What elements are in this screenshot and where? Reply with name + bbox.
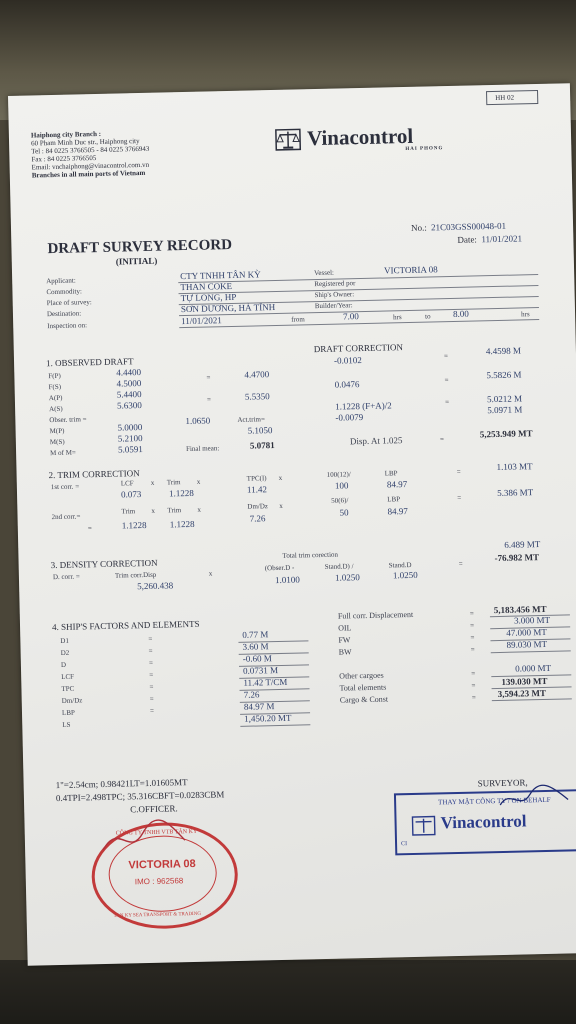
element-value: 3,594.23 MT: [497, 687, 547, 700]
final-mean-label: Final mean:: [185, 444, 220, 454]
first-correction: 1.103 MT: [496, 461, 533, 473]
factor-label: TPC: [61, 684, 75, 693]
draft-label: F(P): [48, 371, 61, 381]
draft-label: A(S): [49, 404, 63, 414]
draft-value: 5.0000: [117, 422, 143, 433]
obser-density: 1.0100: [274, 574, 300, 586]
info-rule: [179, 285, 539, 294]
background-bottom: [0, 960, 576, 1024]
equals: =: [206, 395, 211, 404]
equals: =: [470, 645, 475, 654]
element-value: 47.000 MT: [506, 626, 547, 638]
corrected-draft: 5.0212 M: [486, 393, 523, 405]
record-no: 21C03GSS00048-01: [430, 220, 507, 233]
factor-label: 100(12)/: [326, 470, 351, 479]
element-label: Cargo & Const: [339, 694, 389, 705]
stamp-behalf-text: THAY MẶT CÔNG TY / ON BEHALF: [438, 795, 551, 807]
draft-correction: 1.1228 (F+A)/2: [335, 400, 392, 412]
corrected-draft: 4.4598 M: [485, 345, 522, 357]
form-code: HH 02: [495, 93, 515, 102]
element-label: Full corr. Displacement: [337, 609, 414, 621]
draft-value: 4.4400: [116, 367, 142, 378]
destination: SƠN DƯƠNG, HÀ TĨNH: [180, 301, 276, 315]
factor-label: D: [60, 660, 67, 669]
x-sign: x: [279, 501, 283, 510]
conversion-line: 1"=2.54cm; 0.98421LT=1.01605MT: [55, 777, 188, 791]
equals: =: [206, 373, 211, 382]
branch-line: Haiphong city Branch :: [30, 129, 102, 140]
vessel-label: Vessel:: [314, 268, 335, 278]
branch-line: Branches in all main ports of Vietnam: [31, 168, 146, 180]
c-officer-label: C.OFFICER.: [130, 803, 178, 815]
branch-line: Fax : 84 0225 3766505: [31, 154, 97, 164]
element-value: 3.000 MT: [513, 614, 551, 626]
x-sign: x: [150, 478, 155, 487]
factor-value: 3.60 M: [242, 641, 269, 652]
draft-correction: 0.0476: [334, 379, 360, 390]
branch-line: Tel : 84 0225 3766505 - 84 0225 3766943: [31, 144, 150, 156]
value-rule: [238, 640, 308, 643]
commodity-label: Commodity:: [46, 287, 82, 297]
info-rule: [179, 319, 539, 328]
second-correction: 5.386 MT: [497, 487, 534, 499]
disp-label: Disp. At 1.025: [349, 435, 403, 447]
equals: =: [444, 376, 449, 385]
element-value: 0.000 MT: [515, 662, 552, 674]
inspection-date: 11/01/2021: [181, 315, 222, 327]
factor-value: 0.77 M: [242, 629, 269, 640]
equals: =: [444, 398, 450, 407]
inspection-label: Inspection on:: [47, 321, 88, 331]
draft-label: M(P): [49, 426, 65, 436]
trim-value: 1.1228: [169, 518, 195, 530]
factor-label: D1: [60, 636, 70, 645]
equals: =: [457, 493, 462, 502]
equals: =: [471, 669, 476, 678]
signature-icon: [494, 783, 575, 815]
x-sign: x: [196, 477, 201, 486]
element-label: FW: [338, 635, 351, 645]
record-no-label: No.:: [410, 222, 427, 233]
vinacontrol-logo: [273, 119, 474, 158]
draft-label: F(S): [48, 382, 62, 392]
draft-label: Obser. trim =: [49, 415, 87, 425]
vessel: VICTORIA 08: [383, 264, 438, 276]
factor-value: 11.42 T/CM: [243, 676, 288, 688]
factor-value: 7.26: [243, 689, 260, 700]
x-sign: x: [278, 473, 283, 482]
factor-value: 100: [334, 480, 349, 491]
place: TỰ LONG, HP: [180, 291, 237, 304]
logo-sub: HAI PHONG: [405, 146, 444, 152]
x-sign: x: [151, 506, 156, 515]
element-value: 139.030 MT: [501, 675, 548, 687]
section-title: 3. DENSITY CORRECTION: [50, 557, 158, 571]
density-corr-label: D. corr. =: [52, 572, 80, 582]
trim-disp-value: 5,260.438: [137, 580, 174, 592]
stand-label: Stand.D) /: [324, 562, 354, 571]
equals: =: [456, 467, 461, 476]
place-label: Place of survey:: [46, 298, 92, 308]
factor-label: D2: [60, 648, 70, 657]
value-rule: [240, 724, 310, 727]
form-code-box: [486, 90, 538, 105]
to-time: 8.00: [452, 308, 469, 319]
draft-value: 5.4400: [116, 389, 142, 400]
equals: =: [470, 621, 475, 630]
equals: =: [149, 670, 154, 679]
registered-label: Registered por: [314, 279, 356, 289]
lcf-label: LCF: [120, 479, 134, 488]
hrs-label: hrs: [393, 313, 402, 322]
equals: =: [471, 693, 476, 702]
value-rule: [491, 650, 571, 653]
draft-label: M(S): [49, 437, 65, 447]
draft-correction-title: DRAFT CORRECTION: [313, 342, 404, 355]
corrected-draft: 5.5826 M: [486, 369, 522, 381]
value-rule: [239, 652, 309, 655]
draft-correction: -0.0079: [335, 412, 364, 423]
surveyor-label: SURVEYOR,: [477, 777, 528, 789]
trim-value: 1.1228: [168, 487, 194, 499]
document-title: DRAFT SURVEY RECORD: [47, 236, 233, 258]
equals: =: [458, 559, 463, 568]
x-sign: x: [197, 505, 202, 514]
equals: =: [87, 524, 92, 533]
observed-trim: 1.0650: [185, 415, 211, 427]
stamp-brand: Vinacontrol: [440, 811, 527, 833]
total-trim-label: Total trim corection: [282, 550, 339, 560]
conversion-line: 0.4TPI=2.498TPC; 35.316CBFT=0.0283CBM: [55, 789, 225, 804]
destination-label: Destination:: [46, 309, 82, 319]
element-label: Other cargoes: [339, 670, 384, 681]
stamp-vessel-name: VICTORIA 08: [128, 857, 196, 872]
section-title: 1. OBSERVED DRAFT: [45, 356, 134, 369]
value-rule: [240, 688, 310, 691]
section-title: 2. TRIM CORRECTION: [48, 468, 140, 481]
branch-line: 60 Pham Minh Duc str., Haiphong city: [30, 137, 140, 148]
draft-value: 4.5000: [116, 378, 142, 389]
from-label: from: [291, 315, 305, 324]
scales-icon: [273, 125, 304, 154]
builder-label: Builder/Year:: [314, 301, 353, 311]
document-subtitle: (INITIAL): [115, 255, 158, 267]
density-correction: -76.982 MT: [494, 552, 540, 564]
draft-value: 5.6300: [116, 400, 142, 411]
trim-label: Trim: [121, 507, 136, 516]
factor-value: 0.0731 M: [242, 665, 279, 676]
stamp-imo: IMO : 962568: [134, 876, 184, 887]
obser-label: (Obser.D -: [264, 563, 295, 573]
draft-value: 5.2100: [117, 433, 143, 444]
stand-density: 1.0250: [392, 569, 418, 581]
element-label: Total elements: [339, 682, 387, 693]
equals: =: [148, 634, 153, 643]
equals: =: [149, 682, 154, 691]
stamp-arc-bottom: TAN KY SEA TRANSPORT & TRADING: [113, 911, 202, 919]
first-corr-label: 1st corr. =: [50, 482, 80, 492]
owner-label: Ship's Owner:: [314, 290, 355, 300]
from-time: 7.00: [342, 311, 359, 322]
element-value: 5,183.456 MT: [493, 603, 547, 616]
factor-value: 50: [339, 507, 349, 518]
stand-density: 1.0250: [334, 572, 360, 583]
displacement: 5,253.949 MT: [479, 428, 533, 440]
trim-label: Trim: [167, 506, 182, 515]
forward-mean: 4.4700: [244, 369, 270, 380]
total-trim-correction: 6.489 MT: [504, 539, 541, 550]
branch-line: Email: vnchaiphong@vinacontrol.com.vn: [31, 160, 150, 172]
equals: =: [148, 646, 153, 655]
equals: =: [469, 609, 474, 618]
lbp-value: 84.97: [387, 506, 408, 517]
equals: =: [470, 633, 475, 642]
section-title: 4. SHIP'S FACTORS AND ELEMENTS: [51, 618, 200, 633]
stamp-arc-top: CÔNG TY TNHH VTB TÂN KỲ: [115, 828, 198, 837]
stand-label: Stand.D: [388, 560, 412, 570]
element-value: 89.030 MT: [506, 638, 548, 650]
act-trim-label: Act.trim=: [237, 415, 265, 424]
second-corr-label: 2nd corr.=: [51, 512, 81, 522]
dmdz-value: 7.26: [249, 513, 266, 524]
factor-label: Dm/Dz: [61, 696, 83, 705]
stamp-code: CI: [401, 841, 408, 848]
trim-disp-label: Trim corr.Disp: [114, 570, 157, 580]
x-sign: x: [208, 569, 213, 578]
aft-mean: 5.5350: [244, 391, 270, 402]
equals: =: [471, 681, 476, 690]
tpc-value: 11.42: [246, 484, 268, 495]
record-date-label: Date:: [457, 234, 477, 245]
element-label: OIL: [338, 623, 352, 633]
equals: =: [149, 706, 155, 715]
final-mean: 5.0781: [249, 440, 275, 451]
lbp-label: LBP: [387, 495, 401, 504]
record-date: 11/01/2021: [481, 233, 523, 245]
lbp-value: 84.97: [386, 479, 408, 490]
draft-label: M of M=: [50, 448, 76, 458]
factor-label: LBP: [61, 708, 75, 717]
corrected-draft: 5.0971 M: [487, 404, 523, 416]
logo-name: Vinacontrol: [306, 123, 414, 151]
factor-value: 1,450.20 MT: [244, 712, 292, 724]
dmdz-label: Dm/Dz: [247, 502, 269, 511]
commodity: THAN COKE: [180, 280, 233, 293]
equals: =: [148, 658, 153, 667]
equals: =: [149, 694, 154, 703]
equals: =: [443, 352, 449, 361]
lbp-label: LBP: [384, 469, 398, 478]
draft-label: A(P): [48, 393, 63, 403]
factor-label: LCF: [61, 672, 75, 681]
factor-label: 50(6)/: [331, 496, 349, 505]
element-label: BW: [338, 647, 352, 657]
lcf-value: 0.073: [120, 489, 142, 500]
draft-correction: -0.0102: [333, 355, 362, 366]
factor-label: LS: [62, 720, 71, 729]
hrs-label: hrs: [520, 310, 530, 319]
applicant-label: Applicant:: [46, 276, 76, 286]
factor-value: -0.60 M: [242, 653, 272, 664]
applicant: CTY TNHH TÂN KỲ: [180, 269, 261, 282]
value-rule: [240, 700, 310, 703]
equals: =: [439, 435, 444, 444]
draft-value: 5.0591: [117, 444, 143, 455]
trim-value: 1.1228: [121, 519, 147, 531]
to-label: to: [425, 312, 431, 321]
scales-icon: [410, 814, 436, 837]
trim-label: Trim: [166, 478, 181, 487]
factor-value: 84.97 M: [243, 701, 275, 712]
act-trim: 5.1050: [247, 425, 273, 436]
tpc-label: TPC(I): [246, 474, 267, 483]
signature-icon: [98, 818, 189, 860]
survey-document: [8, 83, 576, 966]
